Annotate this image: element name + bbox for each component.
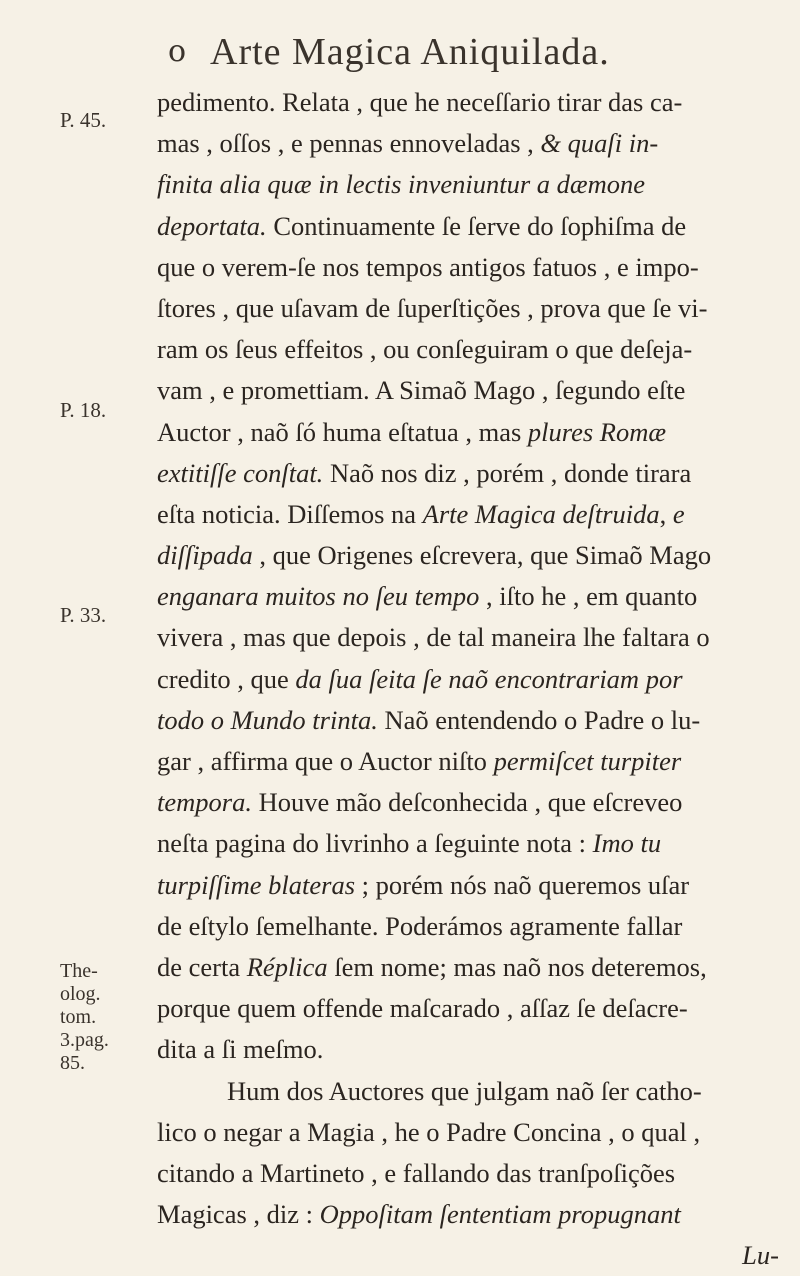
page-number: o: [168, 34, 187, 69]
italic-text: Réplica: [246, 951, 328, 982]
italic-text: finita alia quæ in lectis inveniuntur a dæmone: [157, 169, 646, 200]
italic-text: Imo tu: [592, 828, 662, 859]
text-run: gar , affirma que o Auctor niſto: [157, 746, 494, 776]
margin-note-p45: P. 45.: [60, 108, 107, 132]
margin-note-p18: P. 18.: [60, 398, 107, 422]
text-run: vivera , mas que depois , de tal maneira lhe faltara o: [157, 622, 710, 653]
text-run: ; porém nós naõ queremos uſar: [355, 869, 690, 900]
text-line: [157, 947, 779, 988]
margin-note-theolog: [60, 960, 140, 1075]
body-text: [157, 82, 779, 1276]
text-line: [157, 1071, 779, 1112]
text-run: ram os ſeus effeitos , ou conſeguiram o que deſeja-: [157, 334, 693, 365]
text-line: [157, 288, 779, 329]
text-line: [157, 370, 779, 411]
text-run: ,: [659, 498, 673, 529]
text-run: citando a Martineto , e fallando das tranſpoſições: [157, 1157, 676, 1188]
margin-note-p33: P. 33.: [60, 603, 107, 627]
text-run: de eſtylo ſemelhante. Poderámos agramente fallar: [157, 910, 683, 941]
text-line: [157, 1194, 779, 1235]
text-run: pedimento. Relata , que he neceſſario tirar das ca-: [157, 87, 683, 117]
italic-text: & quaſi in-: [540, 128, 659, 159]
text-line: [157, 865, 779, 906]
text-run: porque quem offende maſcarado , aſſaz ſe deſacre-: [157, 993, 688, 1024]
text-run: lico o negar a Magia , he o Padre Concina , o qual ,: [157, 1116, 701, 1147]
italic-text: da ſua ſeita ſe naõ encontrariam por: [295, 663, 683, 694]
text-run: dita a ſi meſmo.: [157, 1034, 324, 1065]
text-line: [157, 576, 779, 617]
text-run: Magicas , diz :: [157, 1199, 320, 1230]
margin-note-line: 85.: [60, 1052, 85, 1074]
text-run: ſtores , que uſavam de ſuperſtições , prova que ſe vi-: [157, 292, 708, 323]
margin-note-line: The-: [60, 960, 98, 982]
italic-text: todo o Mundo trinta.: [157, 704, 378, 735]
margin-note-line: olog.: [60, 983, 101, 1005]
text-line: [157, 494, 779, 535]
text-run: mas , oſſos , e pennas ennoveladas ,: [157, 128, 541, 159]
text-run: Houve mão deſconhecida , que eſcreveo: [251, 787, 683, 818]
text-run: de certa: [157, 951, 247, 982]
italic-text: turpiſſime blateras: [157, 869, 356, 900]
italic-text: enganara muitos no ſeu tempo: [157, 581, 480, 612]
text-line: [157, 164, 779, 205]
text-run: Naõ nos diz , porém , donde tirara: [323, 457, 692, 488]
text-run: vam , e promettiam. A Simaõ Mago , ſegundo eſte: [157, 375, 686, 406]
text-run: neſta pagina do livrinho a ſeguinte nota :: [157, 828, 593, 859]
text-line: [157, 412, 779, 453]
text-line: [157, 1235, 779, 1276]
italic-text: deportata.: [157, 210, 267, 241]
text-line: [157, 659, 779, 700]
text-line: [157, 988, 779, 1029]
text-line: [157, 82, 779, 123]
italic-text: extitiſſe conſtat.: [157, 457, 324, 488]
italic-text: e: [672, 498, 685, 529]
text-run: , iſto he , em quanto: [479, 581, 698, 612]
text-line: [157, 782, 779, 823]
running-title: Arte Magica Aniquilada.: [210, 31, 610, 73]
text-run: ſem nome; mas naõ nos deteremos,: [327, 951, 707, 982]
text-line: [157, 206, 779, 247]
text-line: [157, 453, 779, 494]
page-header: [0, 22, 800, 72]
text-line: [157, 823, 779, 864]
text-run: Naõ entendendo o Padre o lu-: [377, 704, 701, 735]
text-line: [157, 617, 779, 658]
text-line: [157, 329, 779, 370]
italic-text: Lu-: [742, 1240, 779, 1271]
text-line: [157, 700, 779, 741]
italic-text: tempora.: [157, 787, 252, 818]
text-line: [157, 906, 779, 947]
text-run: eſta noticia. Diſſemos na: [157, 498, 423, 529]
text-line: [157, 1153, 779, 1194]
text-run: Continuamente ſe ſerve do ſophiſma de: [266, 210, 687, 241]
italic-text: Arte Magica deſtruida: [422, 498, 660, 529]
text-line: [157, 123, 779, 164]
text-line: [157, 1112, 779, 1153]
text-line: [157, 247, 779, 288]
text-run: que o verem-ſe nos tempos antigos fatuos , e impo-: [157, 251, 699, 282]
italic-text: diſſipada: [157, 540, 253, 571]
margin-note-line: tom.: [60, 1006, 97, 1028]
italic-text: Oppoſitam ſententiam propugnant: [319, 1199, 681, 1230]
text-line: [157, 1029, 779, 1070]
text-run: , que Origenes eſcrevera, que Simaõ Mago: [252, 540, 712, 571]
text-run: Hum dos Auctores que julgam naõ ſer catho-: [227, 1075, 702, 1106]
text-run: credito , que: [157, 663, 296, 694]
italic-text: permiſcet turpiter: [493, 746, 682, 776]
text-run: Auctor , naõ ſó huma eſtatua , mas: [157, 416, 528, 447]
margin-note-line: 3.pag.: [60, 1029, 109, 1051]
italic-text: plures Romæ: [527, 416, 667, 447]
text-line: [157, 535, 779, 576]
text-line: [157, 741, 779, 782]
